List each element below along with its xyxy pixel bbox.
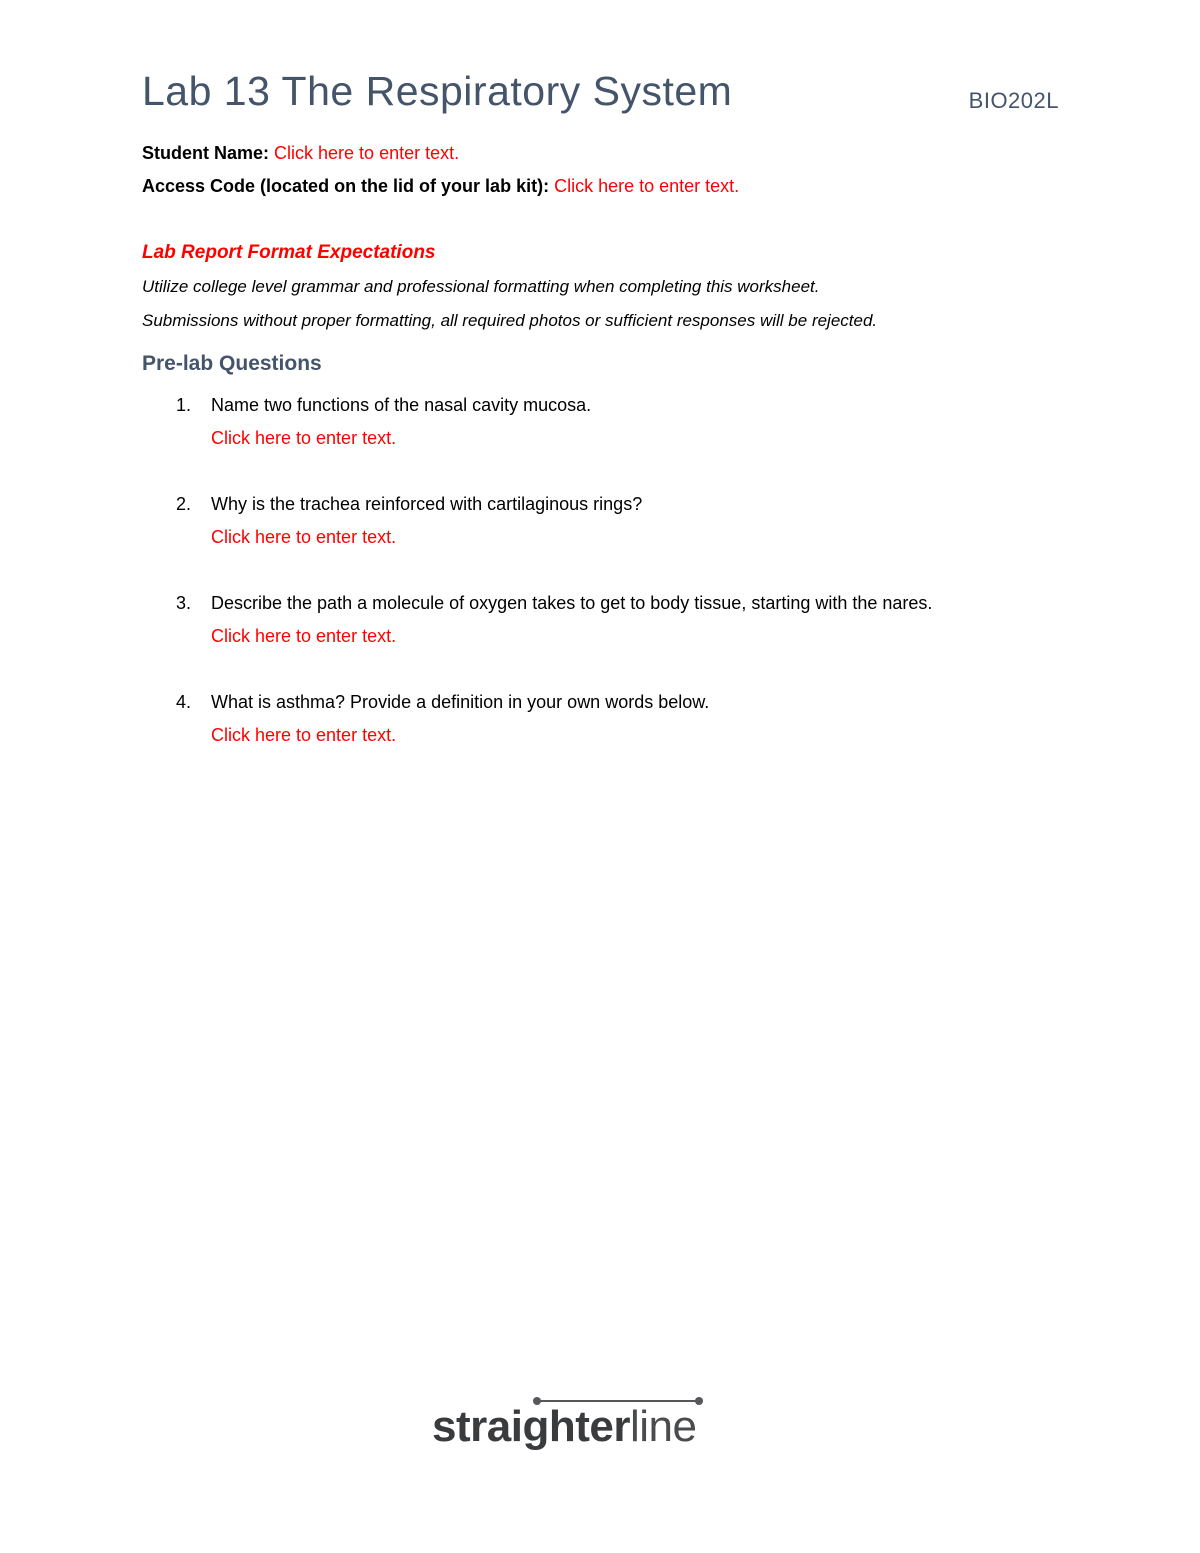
student-name-label: Student Name:: [142, 143, 270, 163]
question-number: 1.: [176, 395, 192, 415]
course-code: BIO202L: [968, 88, 1059, 113]
question-text: Name two functions of the nasal cavity mucosa.: [211, 395, 592, 415]
answer-field[interactable]: Click here to enter text.: [211, 527, 397, 547]
logo-wordmark: [432, 1402, 696, 1452]
prelab-heading: Pre-lab Questions: [142, 352, 322, 375]
format-instruction-1: Utilize college level grammar and professional formatting when completing this worksheet.: [142, 277, 820, 296]
question-number: 3.: [176, 593, 192, 613]
logo-bold-part: straighter: [432, 1402, 630, 1451]
answer-field[interactable]: Click here to enter text.: [211, 626, 397, 646]
access-code-label: Access Code (located on the lid of your lab kit):: [142, 176, 550, 196]
question-text: Describe the path a molecule of oxygen takes to get to body tissue, starting with the nares.: [211, 593, 933, 613]
answer-field[interactable]: Click here to enter text.: [211, 725, 397, 745]
answer-field[interactable]: Click here to enter text.: [211, 428, 397, 448]
question-number: 4.: [176, 692, 192, 712]
format-instruction-2: Submissions without proper formatting, all required photos or sufficient responses will be rejected.: [142, 311, 878, 330]
question-text: What is asthma? Provide a definition in your own words below.: [211, 692, 710, 712]
logo-light-part: line: [629, 1402, 697, 1451]
format-expectations-heading: Lab Report Format Expectations: [142, 242, 436, 263]
document-title: Lab 13 The Respiratory System: [142, 68, 733, 114]
access-code-field[interactable]: Click here to enter text.: [554, 176, 740, 196]
student-name-field[interactable]: Click here to enter text.: [274, 143, 460, 163]
question-text: Why is the trachea reinforced with cartilaginous rings?: [211, 494, 643, 514]
access-code-row: [142, 176, 739, 197]
student-name-row: [142, 143, 459, 164]
question-number: 2.: [176, 494, 192, 514]
